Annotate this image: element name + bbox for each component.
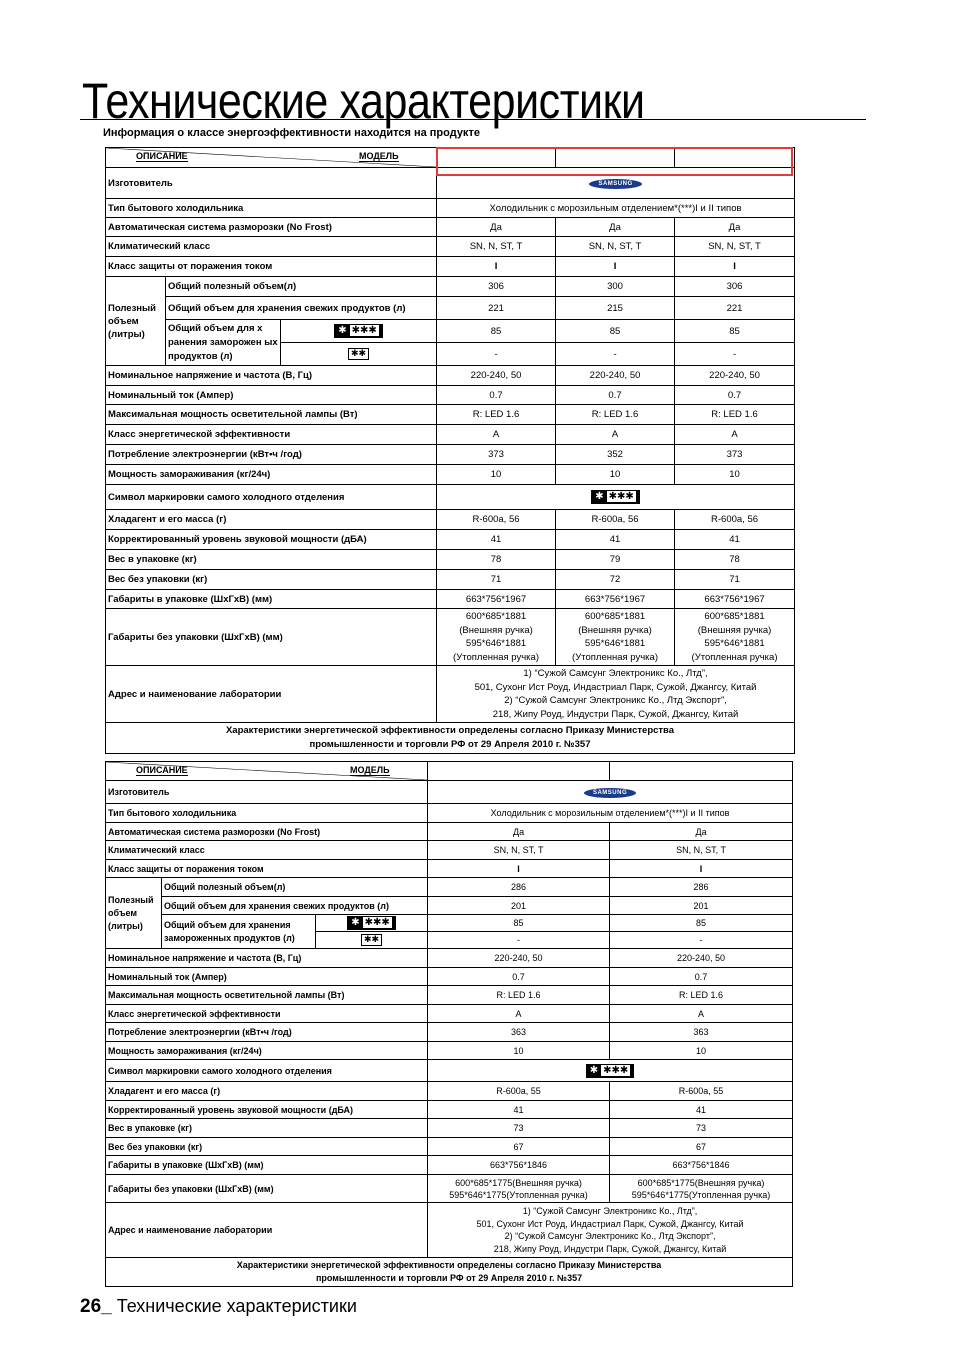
spec-table-1 <box>105 147 795 754</box>
lab-line: 1) “Сужой Самсунг Электроникс Ко., Лтд”, <box>523 668 708 679</box>
value-cell: 0.7 <box>428 968 610 986</box>
dimensions-cell <box>556 609 675 666</box>
value-cell: 85 <box>437 320 556 343</box>
dim-line: 595*646*1775(Утопленная ручка) <box>631 1189 771 1200</box>
lab-line: 2) “Сужой Самсунг Электроникс Ко., Лтд Экспорт”, <box>504 695 727 706</box>
value-cell: SN, N, ST, T <box>675 237 795 257</box>
value-cell: 220-240, 50 <box>556 366 675 386</box>
value-cell: 201 <box>428 897 610 915</box>
dim-line: (Утопленная ручка) <box>572 651 658 663</box>
row-label: Общий объем для хранения свежих продуктов (л) <box>162 897 428 915</box>
lab-line: 218, Жипу Роуд, Индустри Парк, Сужой, Джангсу, Китай <box>492 708 739 720</box>
value-cell: 300 <box>556 277 675 297</box>
value-cell: SN, N, ST, T <box>610 841 793 860</box>
value-cell: 220-240, 50 <box>437 366 556 386</box>
value-cell: R: LED 1.6 <box>428 986 610 1005</box>
value-cell: 41 <box>675 530 795 550</box>
dim-line: 600*685*1881 <box>584 611 646 622</box>
value-cell: 220-240, 50 <box>610 949 793 968</box>
value-cell: - <box>675 343 795 366</box>
row-label: Максимальная мощность осветительной лампы (Вт) <box>106 405 437 425</box>
value-cell: 10 <box>437 465 556 485</box>
dim-line: (Утопленная ручка) <box>453 651 539 663</box>
header-description: ОПИСАНИЕ <box>136 151 188 161</box>
row-label: Адрес и наименование лаборатории <box>106 1203 428 1258</box>
value-cell: I <box>675 257 795 277</box>
row-label: Изготовитель <box>106 168 437 199</box>
header-cell <box>106 762 428 781</box>
value-cell: I <box>437 257 556 277</box>
value-cell: 41 <box>437 530 556 550</box>
page-title: Технические характеристики <box>82 73 645 129</box>
row-label: Символ маркировки самого холодного отделения <box>106 1060 428 1082</box>
dim-line: 595*646*1775(Утопленная ручка) <box>449 1189 588 1200</box>
row-label: Габариты без упаковки (ШхГхВ) (мм) <box>106 609 437 666</box>
value-cell: R-600a, 55 <box>428 1082 610 1101</box>
symbol-cell <box>281 343 437 366</box>
samsung-logo: SAMSUNG <box>584 788 636 798</box>
value-cell: 220-240, 50 <box>675 366 795 386</box>
dim-line: 600*685*1881 <box>704 611 765 622</box>
maker-cell <box>428 781 793 804</box>
model-cell <box>428 762 610 781</box>
dim-line: 600*685*1775(Внешняя ручка) <box>637 1177 765 1188</box>
freezer-star-icon: ✱ ✱✱✱ <box>334 324 383 338</box>
value-cell: 0.7 <box>610 968 793 986</box>
row-label: Номинальный ток (Ампер) <box>106 386 437 405</box>
dim-line: 600*685*1881 <box>465 611 527 622</box>
spec-table-2 <box>105 761 793 1287</box>
dim-line: 595*646*1881 <box>465 638 527 649</box>
highlight-box <box>436 147 793 176</box>
value-cell: 78 <box>437 550 556 570</box>
row-label: Автоматическая система разморозки (No Frost) <box>106 218 437 237</box>
header-model: МОДЕЛЬ <box>359 151 399 161</box>
value-cell: A <box>556 425 675 445</box>
value-cell: R-600a, 55 <box>610 1082 793 1101</box>
value-cell: 0.7 <box>437 386 556 405</box>
value-cell: 221 <box>675 297 795 320</box>
value-cell: R: LED 1.6 <box>437 405 556 425</box>
dim-line: (Внешняя ручка) <box>459 624 533 636</box>
value-cell: 663*756*1846 <box>428 1156 610 1175</box>
dim-line: 595*646*1881 <box>584 638 646 649</box>
value-cell: 663*756*1846 <box>610 1156 793 1175</box>
volume-group-label: Полезный объем (литры) <box>106 878 162 949</box>
value-cell: Да <box>428 823 610 841</box>
dimensions-cell <box>610 1175 793 1203</box>
row-label: Тип бытового холодильника <box>106 804 428 823</box>
row-label: Класс энергетической эффективности <box>106 425 437 445</box>
footer-section: Технические характеристики <box>111 1296 357 1316</box>
header-cell <box>106 148 437 168</box>
row-label: Номинальное напряжение и частота (В, Гц) <box>106 949 428 968</box>
note-line: промышленности и торговли РФ от 29 Апреля 2010 г. №357 <box>315 1273 583 1283</box>
value-cell: I <box>428 860 610 878</box>
row-label: Потребление электроэнергии (кВт•ч /год) <box>106 445 437 465</box>
value-cell: I <box>556 257 675 277</box>
samsung-logo: SAMSUNG <box>589 179 641 189</box>
row-label: Габариты без упаковки (ШхГхВ) (мм) <box>106 1175 428 1203</box>
value-cell: 220-240, 50 <box>428 949 610 968</box>
row-label: Габариты в упаковке (ШхГхВ) (мм) <box>106 1156 428 1175</box>
value-cell: 67 <box>610 1138 793 1156</box>
lab-line: 501, Сухонг Ист Роуд, Индастриал Парк, Сужой, Джангсу, Китай <box>474 681 757 693</box>
value-cell: 352 <box>556 445 675 465</box>
value-cell: 10 <box>675 465 795 485</box>
row-label: Хладагент и его масса (г) <box>106 510 437 530</box>
row-label: Максимальная мощность осветительной лампы (Вт) <box>106 986 428 1005</box>
two-star-icon: ✱✱ <box>361 934 382 946</box>
value-cell: - <box>428 932 610 949</box>
row-label: Общий объем для хранения замороженных продуктов (л) <box>162 915 316 949</box>
lab-line: 218, Жипу Роуд, Индустри Парк, Сужой, Джангсу, Китай <box>493 1243 727 1254</box>
value-cell: R: LED 1.6 <box>610 986 793 1005</box>
row-label: Вес в упаковке (кг) <box>106 1119 428 1138</box>
lab-line: 2) “Сужой Самсунг Электроникс Ко., Лтд Экспорт”, <box>504 1231 716 1241</box>
row-label: Габариты в упаковке (ШхГхВ) (мм) <box>106 590 437 609</box>
row-label: Адрес и наименование лаборатории <box>106 666 437 723</box>
value-cell: A <box>675 425 795 445</box>
symbol-cell <box>316 915 428 932</box>
row-label: Мощность замораживания (кг/24ч) <box>106 1042 428 1060</box>
value-cell: 0.7 <box>675 386 795 405</box>
row-label: Вес в упаковке (кг) <box>106 550 437 570</box>
row-label: Мощность замораживания (кг/24ч) <box>106 465 437 485</box>
dim-line: 595*646*1881 <box>704 638 765 649</box>
volume-group-label: Полезный объем (литры) <box>106 277 166 366</box>
symbol-cell <box>428 1060 793 1082</box>
value-cell: 73 <box>428 1119 610 1138</box>
value-cell: - <box>437 343 556 366</box>
value-cell: 85 <box>556 320 675 343</box>
value-cell: 286 <box>428 878 610 897</box>
title-divider <box>80 119 866 120</box>
two-star-icon: ✱✱ <box>348 348 369 360</box>
value-cell: 71 <box>675 570 795 590</box>
value-cell: 215 <box>556 297 675 320</box>
value-cell: SN, N, ST, T <box>556 237 675 257</box>
value-cell: 85 <box>675 320 795 343</box>
row-label: Климатический класс <box>106 841 428 860</box>
freezer-star-icon: ✱ ✱✱✱ <box>586 1064 635 1078</box>
dim-line: (Утопленная ручка) <box>691 651 778 663</box>
freezer-star-icon: ✱ ✱✱✱ <box>591 490 640 504</box>
lab-line: 501, Сухонг Ист Роуд, Индастриал Парк, Сужой, Джангсу, Китай <box>476 1218 744 1229</box>
dimensions-cell <box>675 609 795 666</box>
value-cell: Да <box>556 218 675 237</box>
value-cell: 67 <box>428 1138 610 1156</box>
value-cell: Холодильник с морозильным отделением*(***)I и II типов <box>428 804 793 823</box>
row-label: Класс защиты от поражения током <box>106 257 437 277</box>
value-cell: 286 <box>610 878 793 897</box>
value-cell: 221 <box>437 297 556 320</box>
regulation-note <box>106 1258 793 1287</box>
page-number: 26_ <box>80 1296 112 1317</box>
value-cell: 363 <box>428 1023 610 1042</box>
value-cell: 373 <box>437 445 556 465</box>
value-cell: R-600a, 56 <box>556 510 675 530</box>
value-cell: 373 <box>675 445 795 465</box>
value-cell: Да <box>675 218 795 237</box>
lab-line: 1) “Сужой Самсунг Электроникс Ко., Лтд”, <box>522 1206 698 1216</box>
value-cell: 73 <box>610 1119 793 1138</box>
value-cell: 10 <box>556 465 675 485</box>
value-cell: 663*756*1967 <box>556 590 675 609</box>
row-label: Тип бытового холодильника <box>106 199 437 218</box>
row-label: Потребление электроэнергии (кВт•ч /год) <box>106 1023 428 1042</box>
page-footer <box>80 1296 357 1318</box>
row-label: Класс защиты от поражения током <box>106 860 428 878</box>
note-line: Характеристики энергетической эффективности определены согласно Приказу Министерства <box>236 1260 662 1270</box>
value-cell: 306 <box>437 277 556 297</box>
row-label: Общий полезный объем(л) <box>162 878 428 897</box>
row-label: Корректированный уровень звуковой мощности (дБА) <box>106 1101 428 1119</box>
dim-line: (Внешняя ручка) <box>578 624 652 636</box>
header-description: ОПИСАНИЕ <box>136 765 188 775</box>
value-cell: A <box>437 425 556 445</box>
regulation-note <box>106 723 795 754</box>
note-line: промышленности и торговли РФ от 29 Апреля 2010 г. №357 <box>309 739 591 750</box>
value-cell: I <box>610 860 793 878</box>
value-cell: - <box>556 343 675 366</box>
row-label: Автоматическая система разморозки (No Frost) <box>106 823 428 841</box>
row-label: Хладагент и его масса (г) <box>106 1082 428 1101</box>
value-cell: 85 <box>610 915 793 932</box>
value-cell: 72 <box>556 570 675 590</box>
value-cell: 85 <box>428 915 610 932</box>
symbol-cell <box>437 485 795 510</box>
dim-line: 600*685*1775(Внешняя ручка) <box>455 1177 582 1188</box>
value-cell: 41 <box>610 1101 793 1119</box>
note-line: Характеристики энергетической эффективности определены согласно Приказу Министерства <box>225 725 675 736</box>
value-cell: 0.7 <box>556 386 675 405</box>
value-cell: R-600a, 56 <box>675 510 795 530</box>
value-cell: Холодильник с морозильным отделением*(***)I и II типов <box>437 199 795 218</box>
value-cell: Да <box>437 218 556 237</box>
model-cell <box>610 762 793 781</box>
value-cell: SN, N, ST, T <box>437 237 556 257</box>
value-cell: 71 <box>437 570 556 590</box>
value-cell: 41 <box>556 530 675 550</box>
value-cell: 306 <box>675 277 795 297</box>
row-label: Общий полезный объем(л) <box>166 277 437 297</box>
row-label: Общий объем для х ранения заморожен ых продуктов (л) <box>166 320 281 366</box>
value-cell: 363 <box>610 1023 793 1042</box>
energy-info-note: Информация о классе энергоэффективности находится на продукте <box>103 127 480 139</box>
row-label: Климатический класс <box>106 237 437 257</box>
dimensions-cell <box>428 1175 610 1203</box>
value-cell: SN, N, ST, T <box>428 841 610 860</box>
row-label: Класс энергетической эффективности <box>106 1005 428 1023</box>
symbol-cell <box>281 320 437 343</box>
value-cell: 201 <box>610 897 793 915</box>
value-cell: A <box>428 1005 610 1023</box>
value-cell: A <box>610 1005 793 1023</box>
header-model: МОДЕЛЬ <box>350 765 390 775</box>
dimensions-cell <box>437 609 556 666</box>
value-cell: 10 <box>610 1042 793 1060</box>
value-cell: 78 <box>675 550 795 570</box>
lab-address-cell <box>428 1203 793 1258</box>
freezer-star-icon: ✱ ✱✱✱ <box>347 916 396 930</box>
value-cell: R-600a, 56 <box>437 510 556 530</box>
row-label: Вес без упаковки (кг) <box>106 570 437 590</box>
value-cell: Да <box>610 823 793 841</box>
value-cell: R: LED 1.6 <box>675 405 795 425</box>
row-label: Изготовитель <box>106 781 428 804</box>
value-cell: 663*756*1967 <box>437 590 556 609</box>
lab-address-cell <box>437 666 795 723</box>
value-cell: R: LED 1.6 <box>556 405 675 425</box>
symbol-cell <box>316 932 428 949</box>
row-label: Номинальный ток (Ампер) <box>106 968 428 986</box>
value-cell: 41 <box>428 1101 610 1119</box>
value-cell: 79 <box>556 550 675 570</box>
row-label: Общий объем для хранения свежих продуктов (л) <box>166 297 437 320</box>
dim-line: (Внешняя ручка) <box>697 624 772 636</box>
row-label: Корректированный уровень звуковой мощности (дБА) <box>106 530 437 550</box>
value-cell: 663*756*1967 <box>675 590 795 609</box>
row-label: Номинальное напряжение и частота (В, Гц) <box>106 366 437 386</box>
value-cell: - <box>610 932 793 949</box>
value-cell: 10 <box>428 1042 610 1060</box>
row-label: Вес без упаковки (кг) <box>106 1138 428 1156</box>
row-label: Символ маркировки самого холодного отделения <box>106 485 437 510</box>
